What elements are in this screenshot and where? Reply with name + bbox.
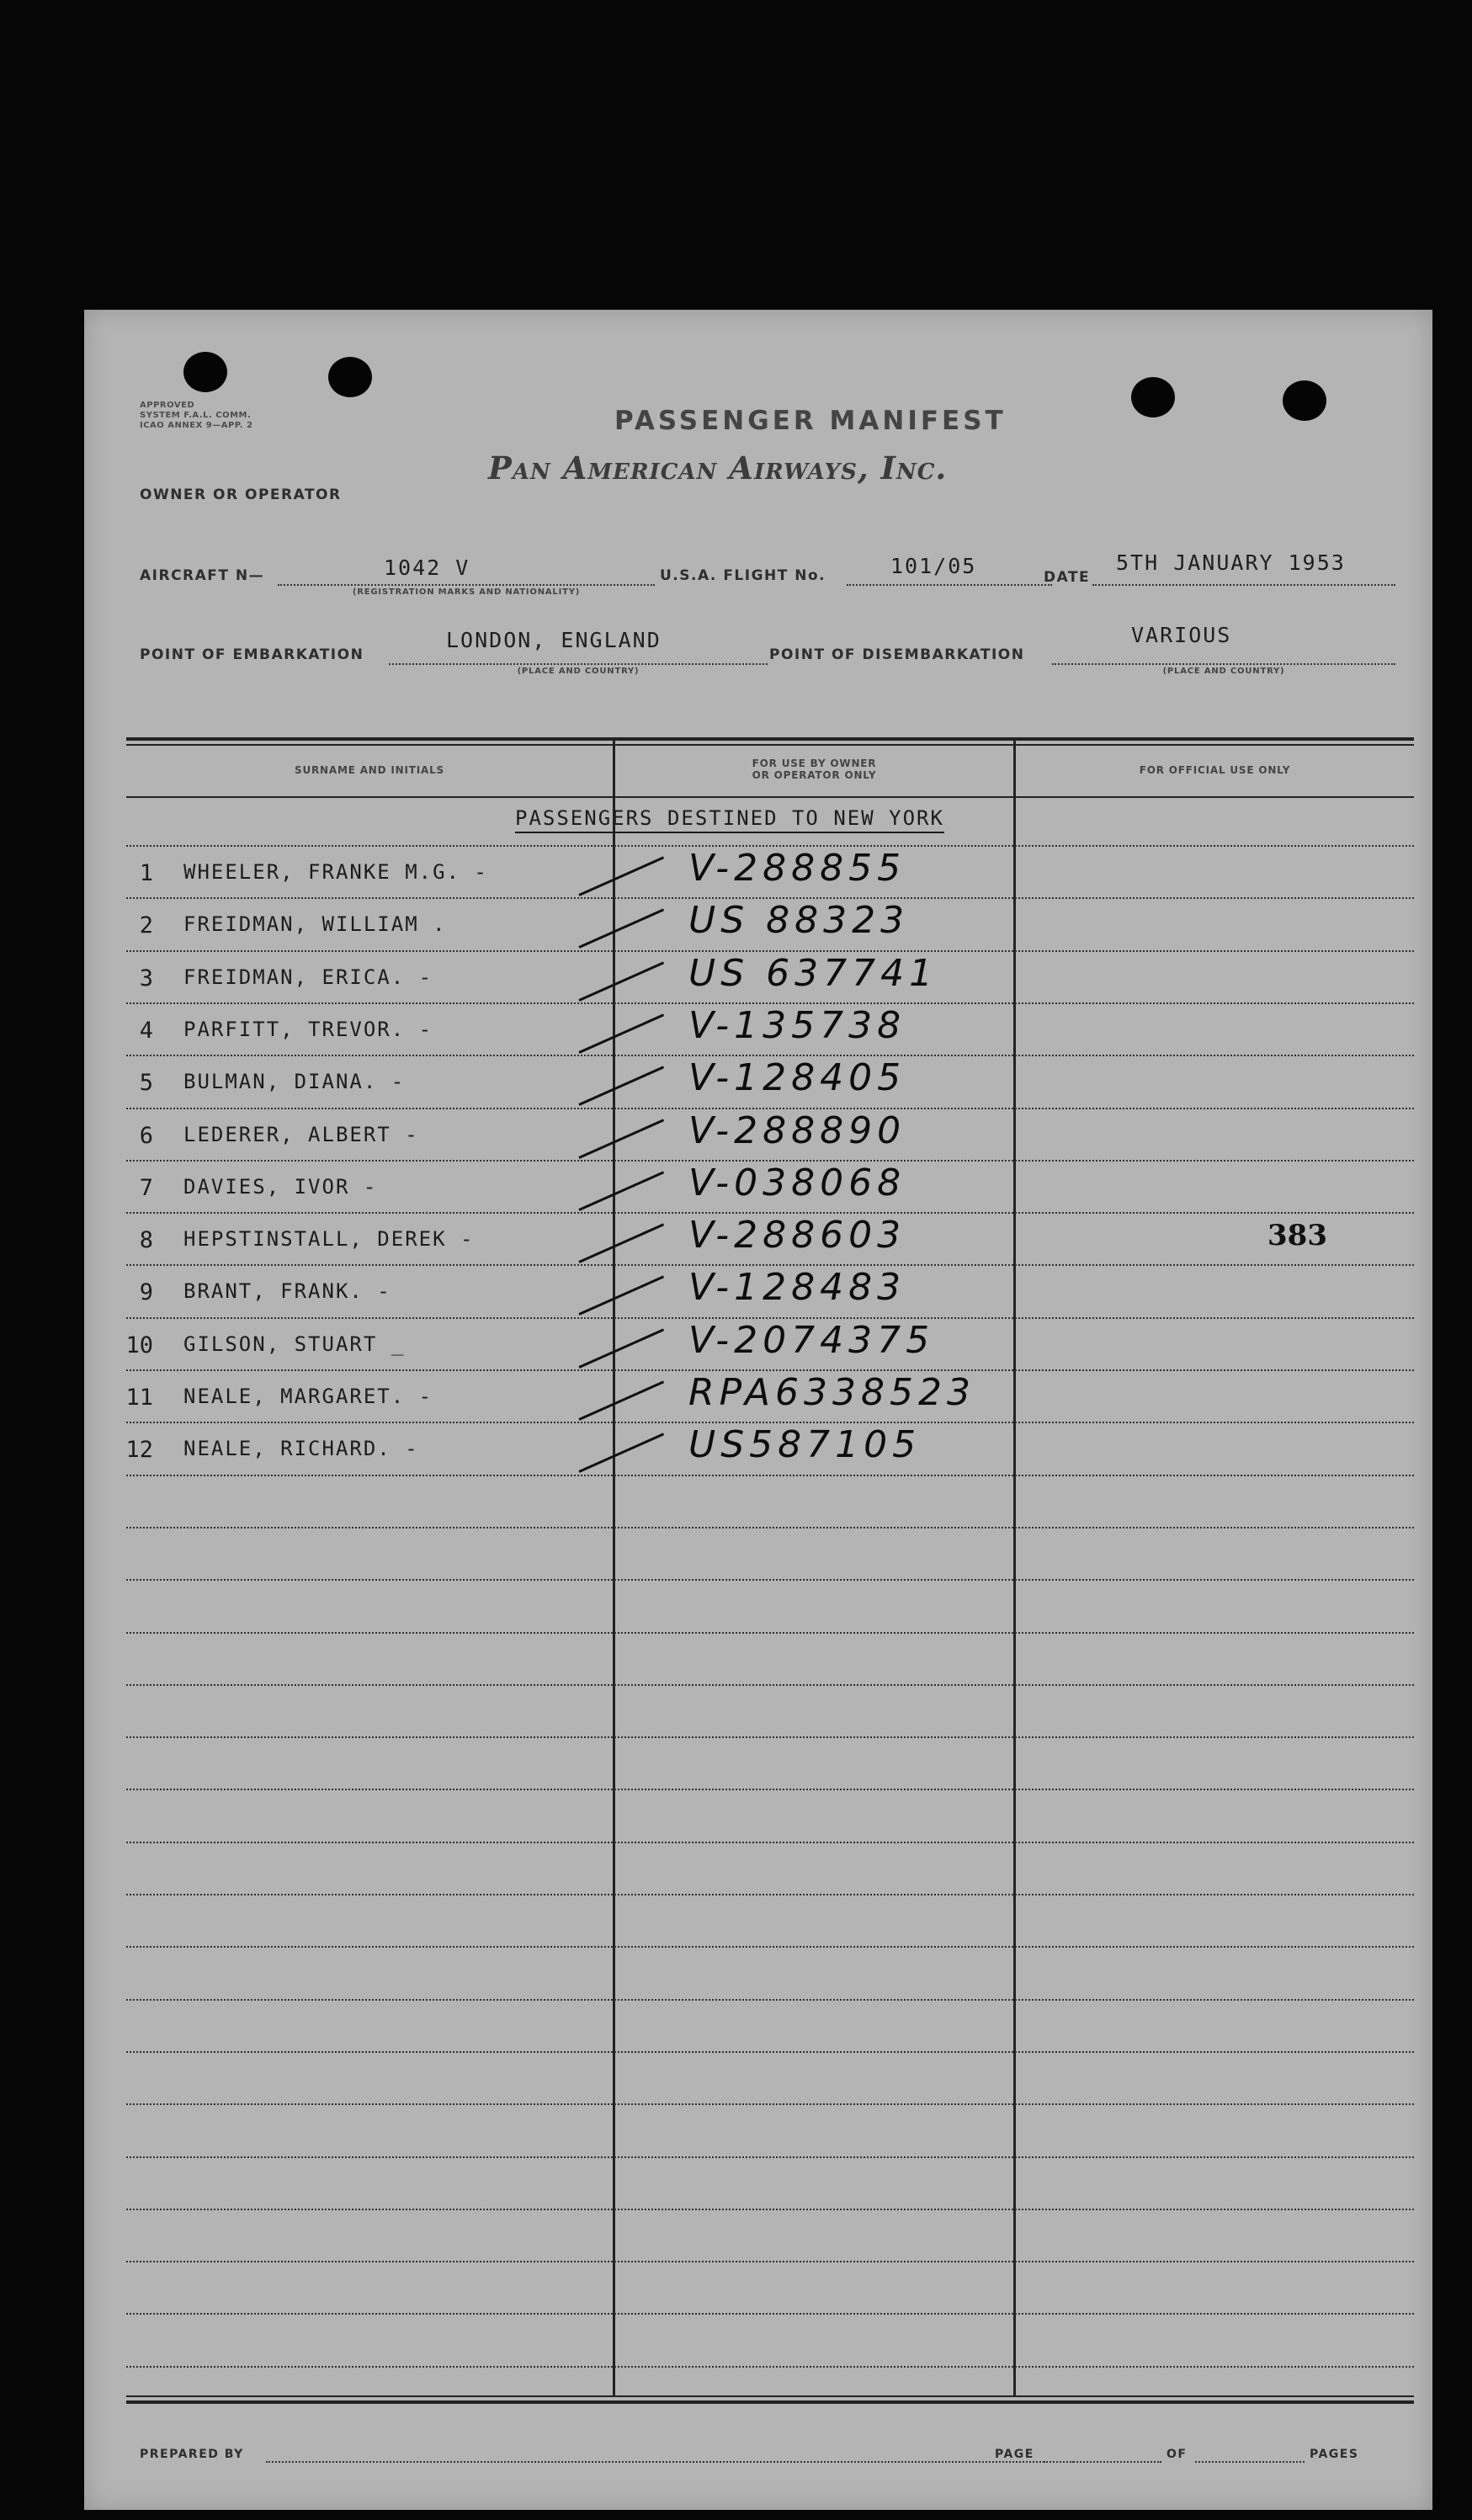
aircraft-value: 1042 V: [384, 556, 470, 580]
row-number: 10: [125, 1332, 153, 1358]
check-mark: [578, 1119, 664, 1158]
carrier-name: Pan American Airways, Inc.: [488, 449, 948, 486]
passenger-name: GILSON, STUART _: [183, 1332, 406, 1356]
check-mark: [578, 1328, 664, 1368]
row-number: 3: [139, 965, 153, 992]
flight-value: 101/05: [890, 554, 977, 578]
check-mark: [578, 908, 664, 948]
date-fill-line: [1092, 584, 1395, 586]
page-fill-line: [1044, 2461, 1161, 2463]
row-number: 12: [125, 1437, 153, 1463]
passport-number: V-135738: [688, 1004, 906, 1047]
check-mark: [578, 1223, 664, 1263]
row-rule: [126, 2313, 1414, 2315]
passenger-name: PARFITT, TREVOR. -: [183, 1018, 433, 1041]
passport-number: V-288855: [688, 847, 906, 890]
punch-hole: [1283, 380, 1326, 421]
row-number: 8: [139, 1227, 153, 1253]
row-rule: [126, 2366, 1414, 2368]
col-operator-header-line: OR OPERATOR ONLY: [752, 769, 877, 781]
approval-line: ICAO ANNEX 9—APP. 2: [140, 421, 253, 430]
passport-number: V-038068: [688, 1162, 906, 1204]
passenger-name: NEALE, RICHARD. -: [183, 1437, 419, 1460]
row-rule: [126, 1789, 1414, 1790]
approval-line: APPROVED: [140, 401, 195, 410]
row-rule: [126, 1946, 1414, 1948]
embark-label: POINT OF EMBARKATION: [140, 646, 364, 663]
check-mark: [578, 856, 664, 896]
col-surname-header: SURNAME AND INITIALS: [295, 764, 444, 776]
embark-fill-line: [389, 663, 768, 665]
disembark-caption: (PLACE AND COUNTRY): [1162, 667, 1285, 676]
row-rule: [126, 1842, 1414, 1843]
passport-number: US 88323: [688, 899, 910, 942]
passport-number: US 637741: [688, 952, 938, 995]
row-number: 9: [139, 1279, 153, 1305]
col-official-header: FOR OFFICIAL USE ONLY: [1139, 764, 1291, 776]
form-title: PASSENGER MANIFEST: [614, 406, 1007, 436]
passport-number: RPA6338523: [688, 1371, 975, 1414]
embark-caption: (PLACE AND COUNTRY): [517, 667, 640, 676]
passenger-name: BULMAN, DIANA. -: [183, 1070, 406, 1093]
row-rule: [126, 1527, 1414, 1528]
aircraft-fill-line: [278, 584, 655, 586]
official-mark: 383: [1267, 1219, 1327, 1252]
table-header-rule: [126, 796, 1414, 798]
row-number: 5: [139, 1070, 153, 1096]
check-mark: [578, 1171, 664, 1210]
table-bottom-rule: [126, 2400, 1414, 2404]
row-number: 2: [139, 912, 153, 938]
table-top-rule: [126, 737, 1414, 741]
page-label: PAGE: [995, 2448, 1034, 2461]
row-rule: [126, 1736, 1414, 1738]
passport-number: V-128405: [688, 1056, 906, 1099]
column-divider: [613, 741, 615, 2395]
row-rule: [126, 1999, 1414, 2001]
manifest-sheet: [84, 310, 1432, 2510]
prepared-fill-line: [266, 2461, 1074, 2463]
date-label: DATE: [1044, 569, 1091, 586]
row-rule: [126, 1632, 1414, 1634]
passport-number: V-288890: [688, 1109, 906, 1152]
passport-number: V-2074375: [688, 1319, 935, 1362]
check-mark: [578, 1433, 664, 1472]
row-rule: [126, 1684, 1414, 1686]
passenger-name: HEPSTINSTALL, DEREK -: [183, 1227, 475, 1251]
passport-number: V-128483: [688, 1266, 906, 1309]
passport-number: US587105: [688, 1423, 922, 1466]
check-mark: [578, 961, 664, 1001]
row-rule: [126, 2156, 1414, 2158]
row-rule: [126, 1894, 1414, 1895]
col-operator-header-line: FOR USE BY OWNER: [752, 758, 877, 769]
check-mark: [578, 1380, 664, 1420]
row-number: 11: [125, 1385, 153, 1411]
passenger-name: WHEELER, FRANKE M.G. -: [183, 860, 488, 884]
passenger-name: DAVIES, IVOR -: [183, 1175, 378, 1199]
disembark-label: POINT OF DISEMBARKATION: [769, 646, 1025, 663]
check-mark: [578, 1275, 664, 1315]
passenger-name: LEDERER, ALBERT -: [183, 1123, 419, 1146]
section-title: PASSENGERS DESTINED TO NEW YORK: [515, 806, 944, 833]
table-bottom-rule: [126, 2395, 1414, 2397]
approval-note: [140, 401, 253, 431]
passenger-name: BRANT, FRANK. -: [183, 1279, 391, 1303]
aircraft-label: AIRCRAFT N—: [140, 567, 265, 584]
approval-line: SYSTEM F.A.L. COMM.: [140, 411, 252, 420]
row-number: 4: [139, 1018, 153, 1044]
col-operator-header: [615, 758, 1013, 781]
check-mark: [578, 1066, 664, 1105]
of-fill-line: [1195, 2461, 1305, 2463]
disembark-fill-line: [1052, 663, 1395, 665]
passport-number: V-288603: [688, 1214, 906, 1257]
punch-hole: [328, 357, 372, 397]
row-number: 1: [139, 860, 153, 886]
row-rule: [126, 2051, 1414, 2053]
flight-label: U.S.A. FLIGHT No.: [660, 567, 826, 584]
row-rule: [126, 2103, 1414, 2105]
passenger-name: NEALE, MARGARET. -: [183, 1385, 433, 1408]
row-rule: [126, 2209, 1414, 2210]
punch-hole: [1131, 377, 1175, 417]
passenger-name: FREIDMAN, ERICA. -: [183, 965, 433, 989]
prepared-label: PREPARED BY: [140, 2448, 244, 2461]
disembark-value: VARIOUS: [1131, 623, 1232, 647]
of-label: OF: [1166, 2448, 1188, 2461]
flight-fill-line: [847, 584, 1052, 586]
passenger-name: FREIDMAN, WILLIAM .: [183, 912, 447, 936]
row-number: 7: [139, 1175, 153, 1201]
row-rule: [126, 2261, 1414, 2262]
embark-value: LONDON, ENGLAND: [446, 628, 662, 652]
column-divider: [1013, 741, 1016, 2395]
table-top-rule: [126, 744, 1414, 746]
aircraft-caption: (REGISTRATION MARKS AND NATIONALITY): [352, 587, 581, 597]
date-value: 5TH JANUARY 1953: [1116, 550, 1346, 575]
row-rule: [126, 1579, 1414, 1581]
row-number: 6: [139, 1123, 153, 1149]
check-mark: [578, 1013, 664, 1053]
punch-hole: [183, 352, 227, 392]
row-rule: [126, 1475, 1414, 1476]
owner-label: OWNER OR OPERATOR: [140, 486, 342, 503]
pages-label: PAGES: [1310, 2448, 1359, 2461]
